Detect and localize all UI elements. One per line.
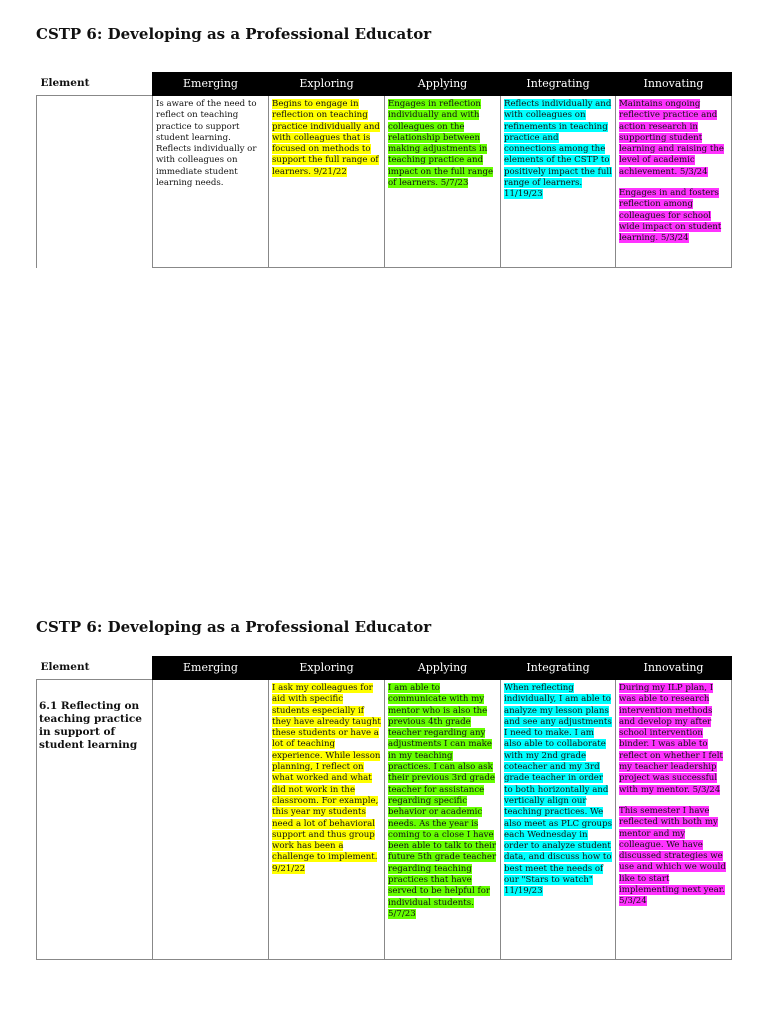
innovating-cell bbox=[616, 96, 732, 268]
exploring-cell bbox=[269, 96, 385, 268]
element-column-header: Element bbox=[37, 657, 153, 680]
element-column-header: Element bbox=[37, 73, 153, 96]
section-2-table bbox=[36, 656, 732, 960]
exploring-text: Begins to engage in reflection on teaching practice individually and with colleagues that is focused on methods to support the full range of learners. 9/21/22 bbox=[272, 99, 380, 177]
emerging-text: Is aware of the need to reflect on teaching practice to support student learning. Reflects individually or with colleagues on immediate student learning needs. bbox=[156, 99, 257, 189]
integrating-text: Reflects individually and with colleagues on refinements in teaching practice and connections among the elements of the CSTP to positively impact the full range of learners. 11/19/23 bbox=[504, 99, 612, 200]
innovating-text-1: Maintains ongoing reflective practice and action research in supporting student learning and raising the level of academic achievement. 5/3/24 bbox=[619, 99, 724, 177]
exploring-text: I ask my colleagues for aid with specific students especially if they have already taught these students or have a lot of teaching experience. While lesson planning, I reflect on what worked and what did not work in the classroom. For example, this year my students need a lot of behavioral support and thus group work has been a challenge to implement. 9/21/22 bbox=[272, 683, 381, 874]
applying-cell bbox=[385, 680, 501, 960]
innovating-text-1: During my ILP plan, I was able to research intervention methods and develop my after school intervention binder. I was able to reflect on whether I felt my teacher leadership project was successful with my mentor. 5/3/24 bbox=[619, 683, 723, 795]
exploring-cell bbox=[269, 680, 385, 960]
level-header-innovating: Innovating bbox=[616, 657, 732, 680]
section-2-title: CSTP 6: Developing as a Professional Educator bbox=[36, 618, 432, 636]
level-header-emerging: Emerging bbox=[153, 657, 269, 680]
level-header-innovating: Innovating bbox=[616, 73, 732, 96]
level-header-exploring: Exploring bbox=[269, 73, 385, 96]
integrating-cell bbox=[501, 680, 616, 960]
section-1-title: CSTP 6: Developing as a Professional Educator bbox=[36, 25, 432, 43]
level-header-integrating: Integrating bbox=[501, 73, 616, 96]
emerging-cell bbox=[153, 96, 269, 268]
level-header-emerging: Emerging bbox=[153, 73, 269, 96]
element-label: 6.1 Reflecting on teaching practice in support of student learning bbox=[39, 700, 142, 751]
applying-text: Engages in reflection individually and with colleagues on the relationship between making adjustments in teaching practice and impact on the full range of learners. 5/7/23 bbox=[388, 99, 494, 189]
element-label-cell bbox=[37, 680, 153, 960]
applying-text: I am able to communicate with my mentor who is also the previous 4th grade teacher regarding any adjustments I can make in my teaching practices. I can also ask their previous 3rd grade teacher for assistance regarding specific behavior or academic needs. As the year is coming to a close I have been able to talk to their future 5th grade teacher regarding teaching practices that have served to be helpful for individual students. 5/7/23 bbox=[388, 683, 497, 919]
emerging-cell bbox=[153, 680, 269, 960]
level-header-applying: Applying bbox=[385, 73, 501, 96]
innovating-text-2: Engages in and fosters reflection among colleagues for school wide impact on student learning. 5/3/24 bbox=[619, 188, 722, 244]
innovating-cell bbox=[616, 680, 732, 960]
integrating-text: When reflecting individually, I am able to analyze my lesson plans and see any adjustments I need to make. I am also able to collaborate with my 2nd grade coteacher and my 3rd grade teacher in order to both horizontally and vertically align our teaching practices. We also meet as PLC groups each Wednesday in order to analyze student data, and discuss how to best meet the needs of our "Stars to watch" 11/19/23 bbox=[504, 683, 612, 897]
level-header-exploring: Exploring bbox=[269, 657, 385, 680]
innovating-text-2: This semester I have reflected with both my mentor and my colleague. We have discussed strategies we use and which we would like to start implementing next year. 5/3/24 bbox=[619, 805, 726, 907]
section-1-table bbox=[36, 72, 732, 268]
level-header-integrating: Integrating bbox=[501, 657, 616, 680]
level-header-applying: Applying bbox=[385, 657, 501, 680]
applying-cell bbox=[385, 96, 501, 268]
element-label-cell bbox=[37, 96, 153, 268]
integrating-cell bbox=[501, 96, 616, 268]
